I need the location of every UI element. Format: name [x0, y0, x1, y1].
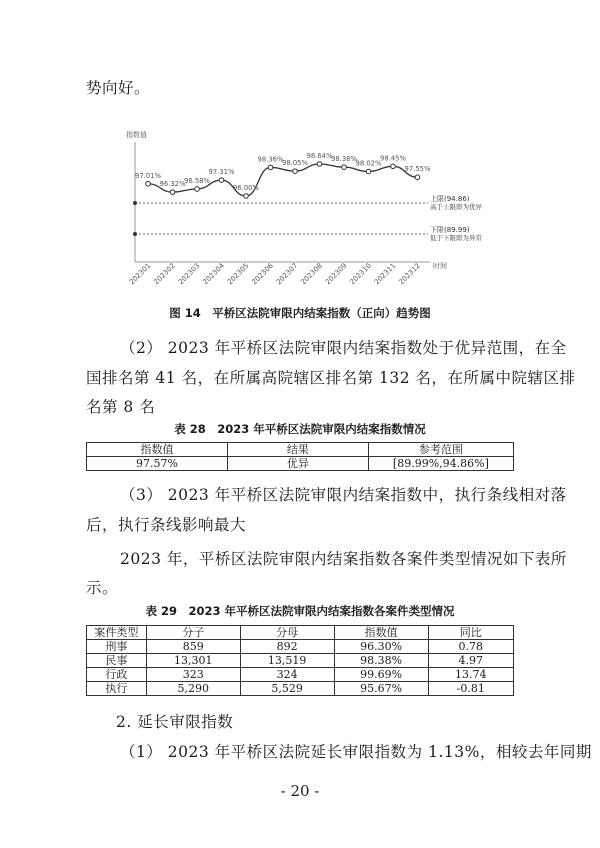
- upper-limit-label: 上限(94.86): [430, 195, 470, 203]
- data-point: [342, 165, 347, 170]
- figure-caption: 图 14 平桥区法院审限内结案指数（正向）趋势图: [169, 306, 431, 320]
- x-tick-label: 202307: [274, 261, 300, 287]
- table28-cell: [89.99%,94.86%]: [368, 457, 513, 471]
- x-tick-label: 202302: [152, 261, 177, 287]
- table29-cell: 5,529: [240, 682, 334, 696]
- upper-limit-marker: [133, 201, 137, 205]
- x-tick-label: 202306: [250, 261, 275, 287]
- x-tick-label: 202312: [397, 261, 422, 287]
- table28: [86, 442, 514, 471]
- table28-header-row: [87, 443, 514, 457]
- table29-cell: 13.74: [428, 668, 513, 682]
- data-value-label: 96.32%: [159, 180, 186, 189]
- data-value-label: 98.38%: [331, 155, 357, 164]
- lower-limit-marker: [133, 232, 137, 236]
- upper-limit-note: 高于上限即为优异: [430, 203, 482, 211]
- table29-cell: -0.81: [428, 682, 513, 696]
- table-row: [87, 654, 514, 668]
- data-point: [244, 194, 249, 199]
- table29: [86, 625, 514, 696]
- data-value-label: 96.58%: [184, 176, 210, 185]
- x-tick-label: 202301: [127, 261, 153, 287]
- table29-cell: 13,519: [240, 654, 334, 668]
- section-heading: 2. 延长审限指数: [116, 713, 234, 731]
- x-tick-label: 202310: [348, 261, 373, 287]
- table28-caption: 表 28 2023 年平桥区法院审限内结案指数情况: [174, 422, 426, 436]
- data-point: [366, 169, 371, 174]
- table29-cell: 刑事: [87, 640, 147, 654]
- table29-cell: 859: [146, 640, 240, 654]
- trend-chart: [110, 124, 482, 294]
- para4: （1） 2023 年平桥区法院延长审限指数为 1.13%，相较去年同期: [120, 743, 592, 761]
- table28-header: 结果: [227, 443, 368, 457]
- data-value-label: 97.31%: [208, 168, 235, 177]
- chart-ylabel: 指数值: [126, 131, 147, 139]
- data-value-label: 98.02%: [355, 159, 382, 168]
- para1-line1: （2） 2023 年平桥区法院审限内结案指数处于优异范围，在全: [120, 339, 567, 357]
- table29-cell: 4.97: [428, 654, 513, 668]
- para1-line2: 国排名第 41 名，在所属高院辖区排名第 132 名，在所属中院辖区排: [86, 369, 576, 387]
- table29-cell: 5,290: [146, 682, 240, 696]
- x-tick-labels: [128, 261, 422, 286]
- data-point: [391, 164, 396, 169]
- x-tick-label: 202311: [372, 261, 398, 287]
- data-point: [293, 169, 298, 174]
- table-row: [87, 682, 514, 696]
- lower-limit-label: 下限(89.99): [430, 226, 470, 234]
- chart-xlabel: 时间: [433, 262, 447, 270]
- table29-header: 指数值: [334, 626, 428, 640]
- x-tick-label: 202308: [299, 261, 324, 287]
- para2-line1: （3） 2023 年平桥区法院审限内结案指数中，执行条线相对落: [120, 486, 567, 504]
- data-point: [170, 190, 175, 195]
- table-row: [87, 457, 514, 471]
- table29-header: 同比: [428, 626, 513, 640]
- para1-line3: 名第 8 名: [86, 398, 156, 416]
- table29-header-row: [87, 626, 514, 640]
- table29-caption: 表 29 2023 年平桥区法院审限内结案指数各案件类型情况: [145, 604, 455, 618]
- table29-cell: 行政: [87, 668, 147, 682]
- data-value-label: 98.64%: [306, 152, 333, 160]
- table29-header: 案件类型: [87, 626, 147, 640]
- para2-line2: 后，执行条线影响最大: [86, 516, 247, 534]
- data-value-label: 97.01%: [135, 171, 161, 180]
- table29-header: 分母: [240, 626, 334, 640]
- table28-header: 指数值: [87, 443, 228, 457]
- x-tick-label: 202303: [176, 261, 202, 287]
- table29-header: 分子: [146, 626, 240, 640]
- data-point: [317, 162, 322, 167]
- page-number: - 20 -: [280, 782, 320, 800]
- x-tick-label: 202304: [201, 261, 226, 287]
- table28-cell: 优异: [227, 457, 368, 471]
- table29-cell: 99.69%: [334, 668, 428, 682]
- table29-cell: 96.30%: [334, 640, 428, 654]
- data-value-label: 98.05%: [282, 159, 308, 168]
- table29-cell: 324: [240, 668, 334, 682]
- data-value-label: 97.55%: [404, 165, 431, 174]
- data-point: [415, 175, 420, 180]
- table29-cell: 0.78: [428, 640, 513, 654]
- table29-cell: 民事: [87, 654, 147, 668]
- data-point: [146, 181, 151, 186]
- para3-line1: 2023 年，平桥区法院审限内结案指数各案件类型情况如下表所: [120, 550, 567, 568]
- data-value-labels: [135, 152, 431, 192]
- table29-cell: 95.67%: [334, 682, 428, 696]
- x-tick-label: 202305: [225, 261, 251, 287]
- data-point: [195, 187, 200, 192]
- data-value-label: 98.45%: [380, 154, 406, 163]
- data-value-label: 98.36%: [257, 155, 284, 164]
- table29-cell: 13,301: [146, 654, 240, 668]
- lower-limit-note: 低于下限即为异常: [430, 234, 482, 242]
- table29-cell: 323: [146, 668, 240, 682]
- data-point: [219, 178, 224, 183]
- table28-cell: 97.57%: [87, 457, 228, 471]
- table28-header: 参考范围: [368, 443, 513, 457]
- table-row: [87, 668, 514, 682]
- data-value-label: 96.00%: [233, 184, 259, 192]
- para3-line2: 示。: [86, 579, 119, 597]
- data-point: [268, 165, 273, 170]
- table29-cell: 执行: [87, 682, 147, 696]
- table29-cell: 892: [240, 640, 334, 654]
- table-row: [87, 640, 514, 654]
- x-tick-label: 202309: [323, 261, 349, 287]
- top-text: 势向好。: [86, 79, 151, 97]
- table29-cell: 98.38%: [334, 654, 428, 668]
